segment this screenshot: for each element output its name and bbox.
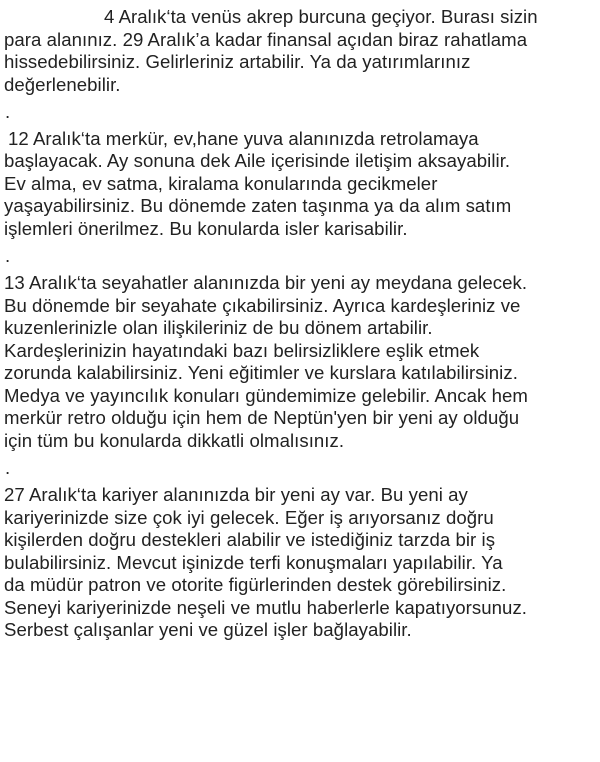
paragraph-new-moon-travel bbox=[4, 272, 596, 452]
text-line: 27 Aralık‘ta kariyer alanınızda bir yeni ay var. Bu yeni ay bbox=[4, 484, 468, 506]
text-line: kariyerinizde size çok iyi gelecek. Eğer iş arıyorsanız doğru bbox=[4, 506, 494, 528]
text-line: kuzenlerinizle olan ilişkileriniz de bu dönem artabilir. bbox=[4, 317, 433, 339]
text-line: para alanınız. 29 Aralık’a kadar finansal açıdan biraz rahatlama bbox=[4, 28, 528, 50]
text-line: merkür retro olduğu için hem de Neptün'yen bir yeni ay olduğu bbox=[4, 407, 520, 429]
separator-dot: . bbox=[5, 100, 11, 122]
text-line: hissedebilirsiniz. Gelirleriniz artabilir. Ya da yatırımlarınız bbox=[4, 51, 471, 72]
text-line: 4 Aralık‘ta venüs akrep burcuna geçiyor. Burası sizin bbox=[104, 6, 538, 27]
separator-dot: . bbox=[5, 245, 11, 267]
text-line: 12 Aralık‘ta merkür, ev,hane yuva alanınızda retrolamaya bbox=[8, 127, 479, 149]
text-line: Kardeşlerinizin hayatındaki bazı belirsizliklere eşlik etmek bbox=[4, 339, 480, 361]
text-line: işlemleri önerilmez. Bu konularda isler karisabilir. bbox=[4, 217, 408, 239]
paragraph-venus-scorpio bbox=[4, 6, 596, 96]
text-line: Serbest çalışanlar yeni ve güzel işler bağlayabilir. bbox=[4, 619, 412, 641]
text-line: bulabilirsiniz. Mevcut işinizde terfi konuşmaları yapılabilir. Ya bbox=[4, 551, 503, 573]
text-line: başlayacak. Ay sonuna dek Aile içerisinde iletişim aksayabilir. bbox=[4, 150, 511, 172]
separator-dot: . bbox=[5, 456, 11, 478]
text-line: 13 Aralık‘ta seyahatler alanınızda bir yeni ay meydana gelecek. bbox=[4, 272, 528, 294]
paragraph-mercury-retro bbox=[4, 128, 596, 241]
horoscope-text bbox=[4, 6, 596, 642]
text-line: Seneyi kariyerinizde neşeli ve mutlu haberlerle kapatıyorsunuz. bbox=[4, 596, 528, 618]
text-line: Bu dönemde bir seyahate çıkabilirsiniz. Ayrıca kardeşleriniz ve bbox=[4, 294, 521, 316]
text-line: da müdür patron ve otorite figürlerinden destek görebilirsiniz. bbox=[4, 574, 507, 596]
text-line: yaşayabilirsiniz. Bu dönemde zaten taşınma ya da alım satım bbox=[4, 195, 512, 217]
text-line: değerlenebilir. bbox=[4, 73, 121, 95]
text-line: için tüm bu konularda dikkatli olmalısınız. bbox=[4, 429, 345, 451]
text-line: zorunda kalabilirsiniz. Yeni eğitimler ve kurslara katılabilirsiniz. bbox=[4, 362, 518, 384]
text-line: kişilerden doğru destekleri alabilir ve istediğiniz tarzda bir iş bbox=[4, 529, 496, 551]
paragraph-new-moon-career bbox=[4, 484, 596, 642]
text-line: Ev alma, ev satma, kiralama konularında gecikmeler bbox=[4, 172, 438, 194]
text-line: Medya ve yayıncılık konuları gündemimize gelebilir. Ancak hem bbox=[4, 384, 528, 406]
